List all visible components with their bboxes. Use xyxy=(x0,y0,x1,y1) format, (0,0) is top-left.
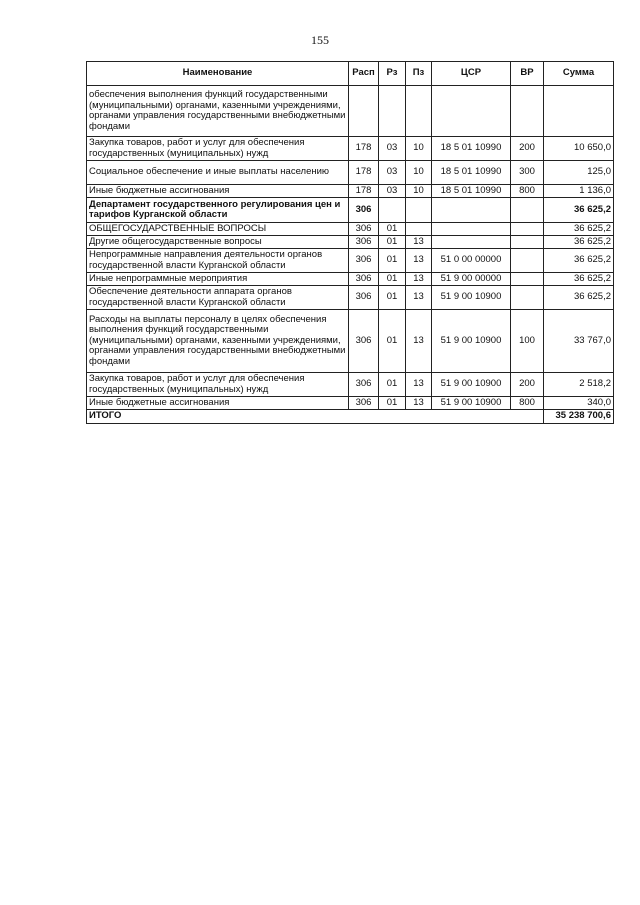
cell-vr: 200 xyxy=(511,373,544,397)
cell-sum: 1 136,0 xyxy=(544,185,614,198)
cell-csr xyxy=(432,86,511,137)
table-row xyxy=(87,185,614,198)
cell-rz: 01 xyxy=(379,286,406,310)
header-name: Наименование xyxy=(87,62,349,86)
cell-name: Иные непрограммные мероприятия xyxy=(87,273,349,286)
cell-name: обеспечения выполнения функций государственными (муниципальными) органами, казенными учреждениями, органами управления государственными внебюджетными фондами xyxy=(87,86,349,137)
header-vr: ВР xyxy=(511,62,544,86)
cell-name: Обеспечение деятельности аппарата органов государственной власти Курганской области xyxy=(87,286,349,310)
cell-rasp: 306 xyxy=(349,249,379,273)
page-number: 155 xyxy=(311,33,329,47)
cell-rasp: 306 xyxy=(349,223,379,236)
cell-pz: 13 xyxy=(406,397,432,410)
cell-csr: 51 9 00 10900 xyxy=(432,286,511,310)
cell-sum: 125,0 xyxy=(544,161,614,185)
cell-pz: 13 xyxy=(406,286,432,310)
cell-csr: 51 9 00 10900 xyxy=(432,310,511,373)
cell-rz: 03 xyxy=(379,137,406,161)
cell-rz: 01 xyxy=(379,310,406,373)
table-row xyxy=(87,286,614,310)
cell-csr xyxy=(432,198,511,223)
cell-rz: 01 xyxy=(379,249,406,273)
cell-pz: 13 xyxy=(406,236,432,249)
cell-csr: 51 9 00 10900 xyxy=(432,373,511,397)
cell-vr xyxy=(511,249,544,273)
cell-rasp: 306 xyxy=(349,198,379,223)
header-sum: Сумма xyxy=(544,62,614,86)
cell-csr: 18 5 01 10990 xyxy=(432,185,511,198)
cell-vr: 800 xyxy=(511,397,544,410)
cell-vr xyxy=(511,86,544,137)
cell-csr: 51 9 00 10900 xyxy=(432,397,511,410)
cell-sum: 36 625,2 xyxy=(544,273,614,286)
table-row xyxy=(87,310,614,373)
cell-csr: 18 5 01 10990 xyxy=(432,161,511,185)
table-row xyxy=(87,198,614,223)
cell-sum: 36 625,2 xyxy=(544,223,614,236)
header-pz: Пз xyxy=(406,62,432,86)
table-row xyxy=(87,273,614,286)
cell-name: Закупка товаров, работ и услуг для обеспечения государственных (муниципальных) нужд xyxy=(87,373,349,397)
cell-sum: 36 625,2 xyxy=(544,198,614,223)
cell-rasp: 306 xyxy=(349,286,379,310)
cell-vr: 800 xyxy=(511,185,544,198)
table-row xyxy=(87,223,614,236)
cell-pz xyxy=(406,86,432,137)
cell-csr xyxy=(432,236,511,249)
cell-name: ОБЩЕГОСУДАРСТВЕННЫЕ ВОПРОСЫ xyxy=(87,223,349,236)
cell-pz: 10 xyxy=(406,137,432,161)
cell-csr xyxy=(432,223,511,236)
cell-rasp: 306 xyxy=(349,373,379,397)
cell-rasp: 178 xyxy=(349,185,379,198)
cell-vr xyxy=(511,223,544,236)
cell-rasp xyxy=(349,86,379,137)
total-sum: 35 238 700,6 xyxy=(544,410,614,424)
budget-table xyxy=(86,61,614,424)
cell-rasp: 178 xyxy=(349,161,379,185)
cell-name: Иные бюджетные ассигнования xyxy=(87,185,349,198)
cell-csr: 51 0 00 00000 xyxy=(432,249,511,273)
cell-rz: 01 xyxy=(379,373,406,397)
cell-rz: 01 xyxy=(379,397,406,410)
cell-vr: 300 xyxy=(511,161,544,185)
total-label: ИТОГО xyxy=(87,410,544,424)
table-row xyxy=(87,373,614,397)
cell-vr xyxy=(511,236,544,249)
cell-pz: 13 xyxy=(406,310,432,373)
cell-name: Департамент государственного регулирования цен и тарифов Курганской области xyxy=(87,198,349,223)
cell-name: Другие общегосударственные вопросы xyxy=(87,236,349,249)
cell-rz xyxy=(379,198,406,223)
cell-pz: 13 xyxy=(406,373,432,397)
table-row xyxy=(87,397,614,410)
total-row xyxy=(87,410,614,424)
cell-sum: 340,0 xyxy=(544,397,614,410)
cell-vr xyxy=(511,286,544,310)
cell-name: Закупка товаров, работ и услуг для обеспечения государственных (муниципальных) нужд xyxy=(87,137,349,161)
cell-pz xyxy=(406,198,432,223)
cell-rz xyxy=(379,86,406,137)
cell-sum: 10 650,0 xyxy=(544,137,614,161)
table-row xyxy=(87,161,614,185)
header-csr: ЦСР xyxy=(432,62,511,86)
cell-name: Иные бюджетные ассигнования xyxy=(87,397,349,410)
cell-rz: 01 xyxy=(379,273,406,286)
cell-sum: 36 625,2 xyxy=(544,286,614,310)
header-rz: Рз xyxy=(379,62,406,86)
cell-rz: 01 xyxy=(379,223,406,236)
cell-name: Социальное обеспечение и иные выплаты населению xyxy=(87,161,349,185)
table-row xyxy=(87,249,614,273)
cell-rasp: 306 xyxy=(349,310,379,373)
cell-pz: 13 xyxy=(406,273,432,286)
cell-vr xyxy=(511,273,544,286)
table-row xyxy=(87,86,614,137)
table-row xyxy=(87,236,614,249)
cell-pz xyxy=(406,223,432,236)
table-header-row xyxy=(87,62,614,86)
cell-csr: 18 5 01 10990 xyxy=(432,137,511,161)
table-row xyxy=(87,137,614,161)
cell-vr: 100 xyxy=(511,310,544,373)
cell-pz: 13 xyxy=(406,249,432,273)
cell-csr: 51 9 00 00000 xyxy=(432,273,511,286)
header-rasp: Расп xyxy=(349,62,379,86)
cell-rasp: 306 xyxy=(349,397,379,410)
cell-rz: 03 xyxy=(379,185,406,198)
cell-name: Непрограммные направления деятельности органов государственной власти Курганской области xyxy=(87,249,349,273)
cell-rasp: 306 xyxy=(349,236,379,249)
cell-name: Расходы на выплаты персоналу в целях обеспечения выполнения функций государственными (муниципальными) органами, казенными учреждениями, органами управления государственными внебюджетными фондами xyxy=(87,310,349,373)
cell-sum: 36 625,2 xyxy=(544,249,614,273)
cell-rasp: 306 xyxy=(349,273,379,286)
cell-rz: 03 xyxy=(379,161,406,185)
table-body xyxy=(87,86,614,424)
cell-rz: 01 xyxy=(379,236,406,249)
cell-vr xyxy=(511,198,544,223)
cell-sum: 36 625,2 xyxy=(544,236,614,249)
cell-sum xyxy=(544,86,614,137)
cell-pz: 10 xyxy=(406,161,432,185)
cell-vr: 200 xyxy=(511,137,544,161)
cell-sum: 33 767,0 xyxy=(544,310,614,373)
cell-rasp: 178 xyxy=(349,137,379,161)
cell-sum: 2 518,2 xyxy=(544,373,614,397)
cell-pz: 10 xyxy=(406,185,432,198)
